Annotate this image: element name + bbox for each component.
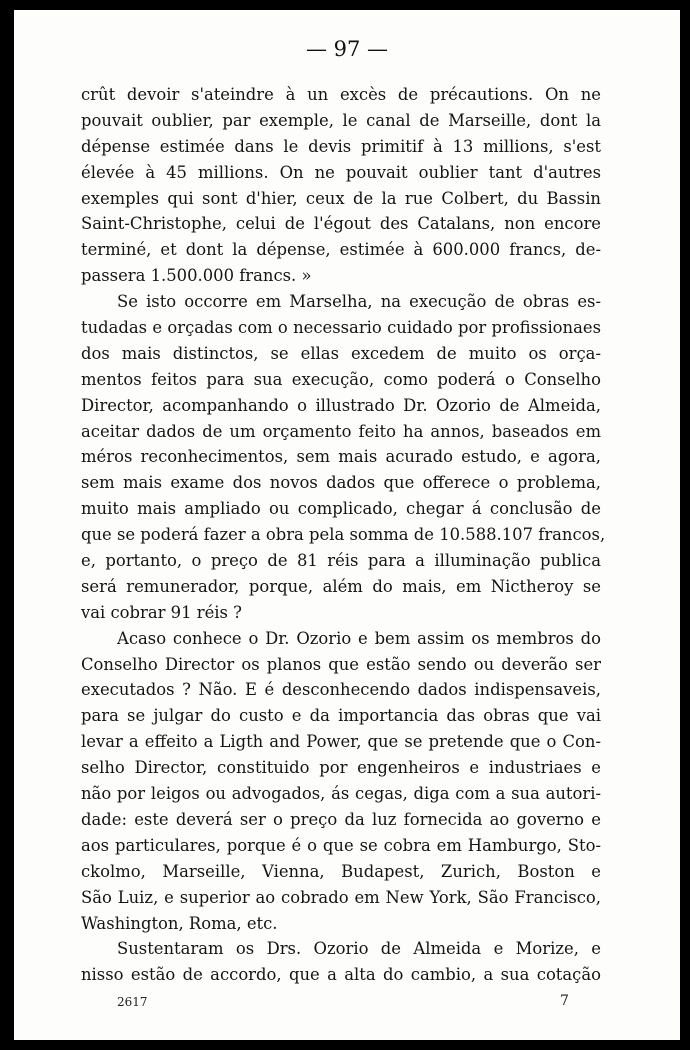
body-text (81, 82, 606, 988)
text-line: exemples qui sont d'hier, ceux de la rue Colbert, du Bassin (81, 188, 601, 208)
text-line: élevée à 45 millions. On ne pouvait oublier tant d'autres (81, 162, 601, 182)
text-line: levar a effeito a Ligth and Power, que se pretende que o Con- (81, 732, 601, 752)
printer-signature: 2617 (117, 995, 148, 1009)
text-line: para se julgar do custo e da importancia das obras que vai (81, 706, 601, 726)
text-line: vai cobrar 91 réis ? (81, 602, 242, 622)
text-line: dos mais distinctos, se ellas excedem de muito os orça- (81, 343, 601, 363)
text-line: dade: este deverá ser o preço da luz fornecida ao governo e (81, 809, 601, 829)
text-line: aceitar dados de um orçamento feito ha annos, baseados em (81, 421, 601, 441)
document-page (14, 10, 680, 1040)
text-line: tudadas e orçadas com o necessario cuidado por profissionaes (81, 318, 601, 338)
text-line: méros reconhecimentos, sem mais acurado estudo, e agora, (81, 447, 601, 467)
page-number: — 97 — (305, 37, 389, 61)
text-line: Conselho Director os planos que estão sendo ou deverão ser (81, 654, 601, 674)
text-line: sem mais exame dos novos dados que offerece o problema, (81, 473, 601, 493)
text-line: pouvait oublier, par exemple, le canal de Marseille, dont la (81, 110, 601, 130)
text-line: São Luiz, e superior ao cobrado em New York, São Francisco, (81, 887, 601, 907)
text-line: que se poderá fazer a obra pela somma de 10.588.107 francos, (81, 525, 606, 545)
text-line: e, portanto, o preço de 81 réis para a illuminação publica (81, 551, 601, 571)
paragraph-start-line: Acaso conhece o Dr. Ozorio e bem assim os membros do (117, 628, 601, 648)
text-line: selho Director, constituido por engenheiros e industriaes e (81, 758, 601, 778)
text-line: nisso estão de accordo, que a alta do cambio, a sua cotação (81, 965, 601, 985)
text-line: executados ? Não. E é desconhecendo dados indispensaveis, (81, 680, 601, 700)
paragraph-start-line: Se isto occorre em Marselha, na execução de obras es- (117, 292, 601, 312)
text-line: Director, acompanhando o illustrado Dr. Ozorio de Almeida, (81, 395, 601, 415)
text-line: será remunerador, porque, além do mais, em Nictheroy se (81, 576, 601, 596)
sheet-number: 7 (560, 993, 569, 1009)
text-line: mentos feitos para sua execução, como poderá o Conselho (81, 369, 601, 389)
text-line: terminé, et dont la dépense, estimée à 600.000 francs, de- (81, 240, 601, 260)
text-line: muito mais ampliado ou complicado, chegar á conclusão de (81, 499, 601, 519)
text-line: não por leigos ou advogados, ás cegas, diga com a sua autori- (81, 784, 601, 804)
paragraph-start-line: Sustentaram os Drs. Ozorio de Almeida e Morize, e (117, 939, 601, 959)
text-line: dépense estimée dans le devis primitif à 13 millions, s'est (81, 136, 601, 156)
text-line: passera 1.500.000 francs. » (81, 266, 312, 286)
text-line: Saint-Christophe, celui de l'égout des Catalans, non encore (81, 214, 601, 234)
text-line: Washington, Roma, etc. (81, 913, 278, 933)
text-line: aos particulares, porque é o que se cobra em Hamburgo, Sto- (81, 835, 601, 855)
text-line: ckolmo, Marseille, Vienna, Budapest, Zurich, Boston e (81, 861, 601, 881)
text-line: crût devoir s'ateindre à un excès de précautions. On ne (81, 85, 601, 104)
